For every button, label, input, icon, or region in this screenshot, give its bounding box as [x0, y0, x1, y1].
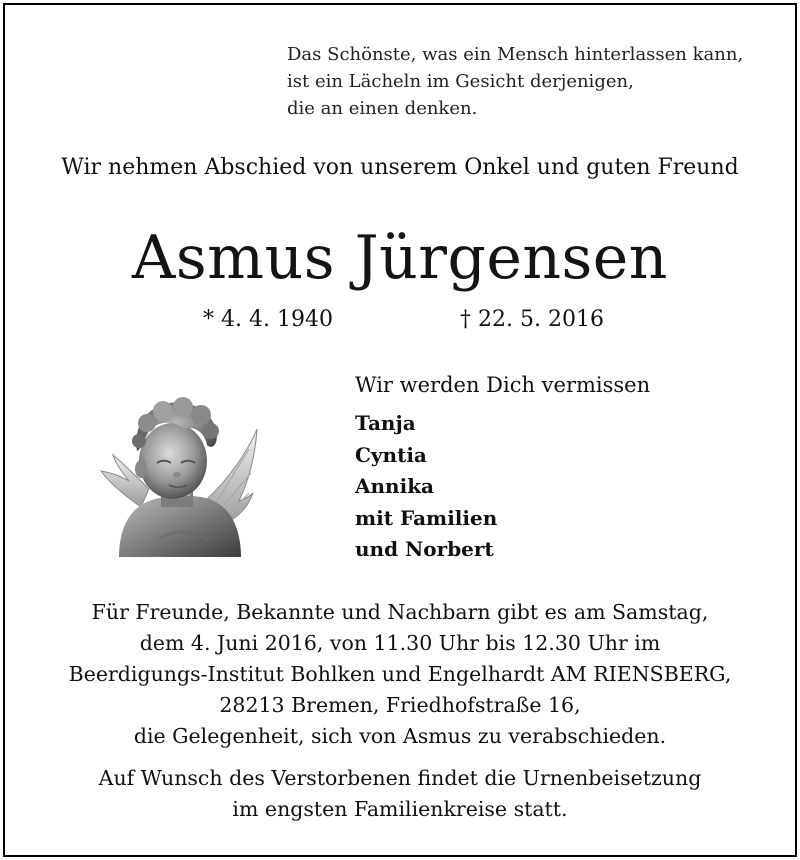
mourner-name: Annika: [355, 474, 435, 498]
farewell-intro: Wir nehmen Abschied von unserem Onkel und guten Freund: [61, 155, 739, 180]
poem-line: die an einen denken.: [287, 98, 478, 119]
memorial-poem: [287, 41, 743, 122]
angel-statue-icon: [89, 389, 269, 557]
info-line: 28213 Bremen, Friedhofstraße 16,: [219, 693, 581, 717]
mourner-name: mit Familien: [355, 505, 498, 530]
farewell-info: [5, 597, 795, 752]
poem-line: ist ein Lächeln im Gesicht derjenigen,: [287, 71, 634, 92]
info-line: Beerdigungs-Institut Bohlken und Engelhardt AM RIENSBERG,: [68, 662, 732, 686]
mourner-name: Tanja: [355, 411, 416, 435]
deceased-name: Asmus Jürgensen: [132, 223, 668, 293]
burial-note: [5, 763, 795, 825]
mourners-heading: Wir werden Dich vermissen: [355, 373, 651, 397]
mourner-name: Cyntia: [355, 442, 427, 467]
burial-line: im engsten Familienkreise statt.: [232, 797, 568, 821]
mourner-name: und Norbert: [355, 537, 494, 561]
mourners-list: [355, 408, 497, 566]
info-line: dem 4. Juni 2016, von 11.30 Uhr bis 12.30 Uhr im: [139, 631, 661, 655]
burial-line: Auf Wunsch des Verstorbenen findet die Urnenbeisetzung: [98, 766, 702, 790]
poem-line: Das Schönste, was ein Mensch hinterlassen kann,: [287, 44, 744, 65]
info-line: die Gelegenheit, sich von Asmus zu verabschieden.: [133, 724, 667, 748]
death-date: † 22. 5. 2016: [460, 307, 604, 332]
info-line: Für Freunde, Bekannte und Nachbarn gibt es am Samstag,: [91, 600, 709, 624]
birth-date: * 4. 4. 1940: [203, 307, 333, 332]
obituary-notice: [3, 3, 797, 857]
